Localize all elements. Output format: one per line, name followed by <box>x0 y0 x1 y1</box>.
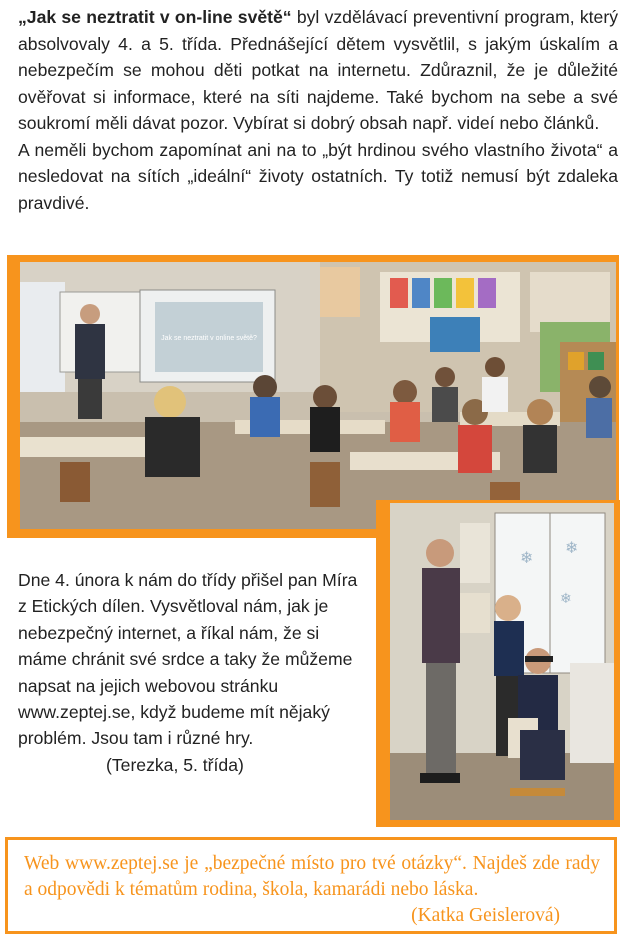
projector-screen-text: Jak se neztratit v online světě? <box>161 335 257 342</box>
svg-text:❄: ❄ <box>560 591 572 607</box>
svg-text:❄: ❄ <box>520 548 534 567</box>
classroom-photo-illustration <box>20 262 616 529</box>
intro-paragraph-1: byl vzdělávací preventivní program, který absolvovaly 4. a 5. třída. Přednášející dětem vysvětlil, s jakým úskalím a nebezpečím se mohou děti potkat na internetu. Zdůraznil, že je důležité ověřovat si informace, které na síti najdeme. Také bychom na sebe a své soukromí měli dávat pozor. Vybírat si dobrý obsah např. videí nebo článků. <box>18 7 618 133</box>
story-author: (Terezka, 5. třída) <box>106 754 244 775</box>
quote-text: Web www.zeptej.se je „bezpečné místo pro tvé otázky“. Najdeš zde rady a odpovědi k tématům rodina, škola, kamarádi nebo láska. <box>24 853 600 900</box>
intro-paragraph-2: A neměli bychom zapomínat ani na to „být hrdinou svého vlastního života“ a nesledovat na sítích „ideální“ životy ostatních. Ty totiž nemusí být zdaleka pravdivé. <box>18 139 618 213</box>
program-title: „Jak se neztratit v on-line světě“ <box>18 7 292 27</box>
student-story <box>18 567 368 778</box>
activity-photo-illustration <box>390 503 614 820</box>
intro-text <box>18 4 618 216</box>
activity-photo <box>390 503 614 820</box>
quote-box <box>5 837 617 934</box>
story-text: Dne 4. února k nám do třídy přišel pan Míra z Etických dílen. Vysvětloval nám, jak je nebezpečný internet, a říkal nám, že si máme chránit své srdce a taky že můžeme napsat na jejich webovou stránku www.zeptej.se, když budeme mít nějaký problém. Jsou tam i různé hry. <box>18 570 358 749</box>
quote-author: (Katka Geislerová) <box>411 905 560 926</box>
svg-text:❄: ❄ <box>565 538 579 557</box>
classroom-photo <box>20 262 616 529</box>
